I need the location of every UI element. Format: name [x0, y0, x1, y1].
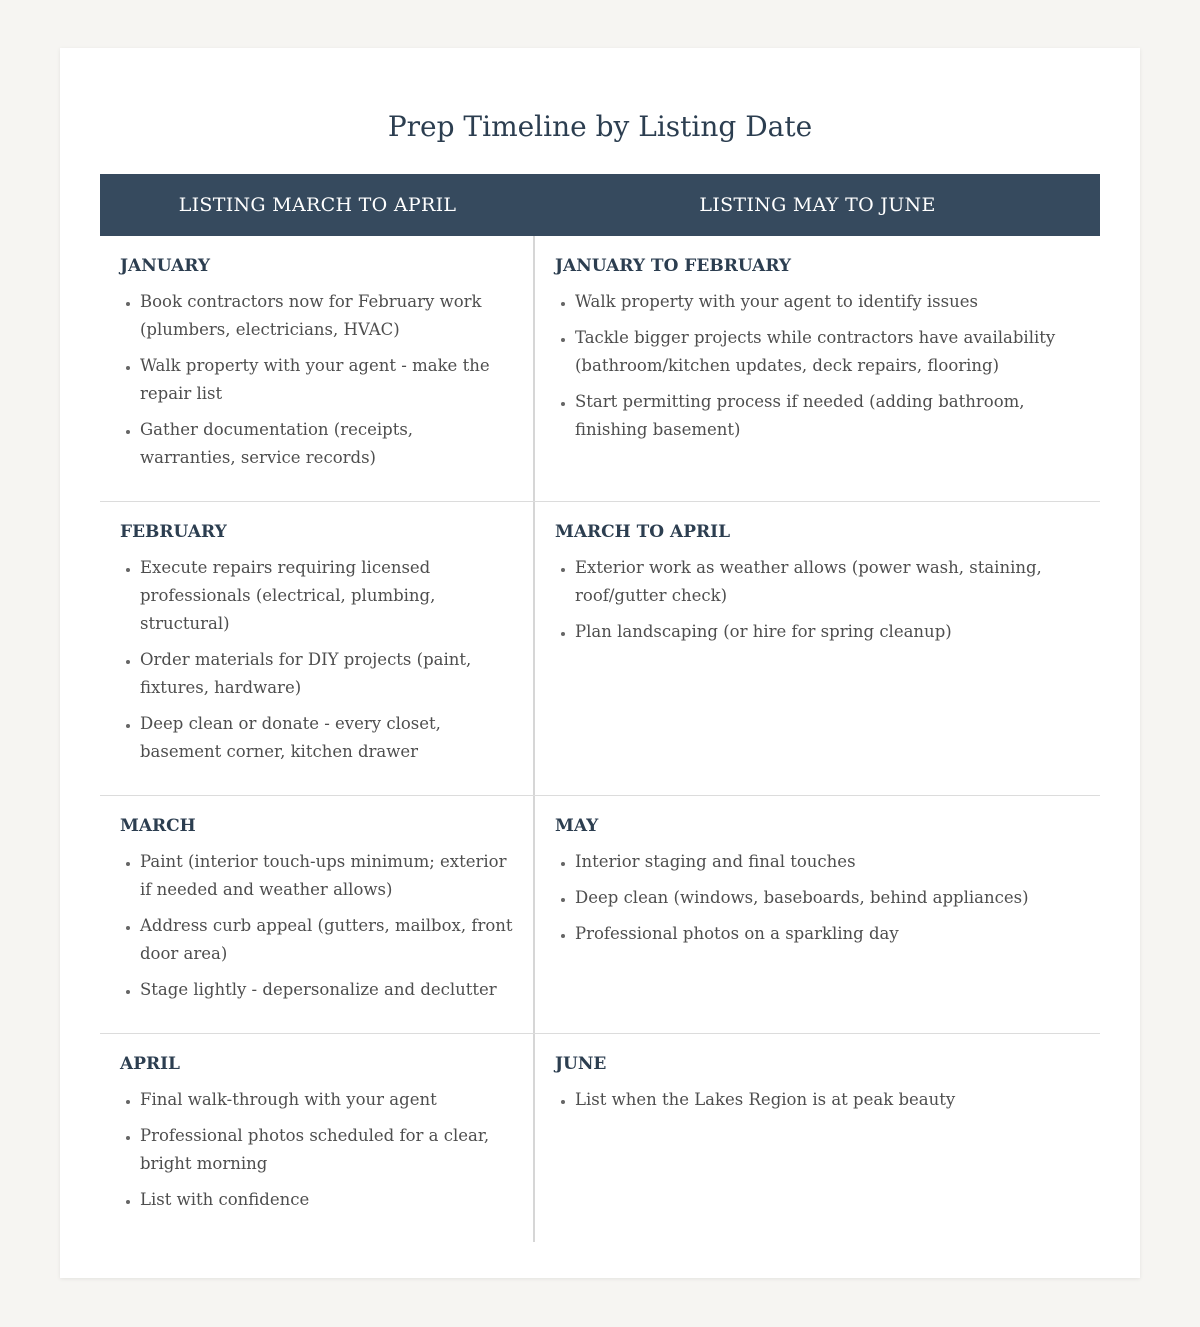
table-row	[100, 796, 1100, 1034]
timeline-cell	[535, 796, 1100, 1033]
table-row	[100, 1034, 1100, 1242]
timeline-cell	[100, 1034, 535, 1242]
timeline-cell	[535, 1034, 1100, 1242]
period-heading: MARCH	[120, 816, 196, 836]
task-item: • Deep clean (windows, baseboards, behind appliances)	[575, 884, 1080, 912]
timeline-cell	[100, 502, 535, 795]
task-item: • Interior staging and final touches	[575, 848, 1080, 876]
task-item: • Address curb appeal (gutters, mailbox, front door area)	[140, 912, 513, 968]
timeline-cell	[535, 236, 1100, 501]
task-item: • Stage lightly - depersonalize and declutter	[140, 976, 513, 1004]
task-item: • Professional photos on a sparkling day	[575, 920, 1080, 948]
period-heading: APRIL	[120, 1054, 181, 1074]
task-item: • Gather documentation (receipts, warranties, service records)	[140, 416, 513, 472]
task-item: • Plan landscaping (or hire for spring cleanup)	[575, 618, 1080, 646]
task-item: • Professional photos scheduled for a clear, bright morning	[140, 1122, 513, 1178]
task-item: • Final walk-through with your agent	[140, 1086, 513, 1114]
timeline-cell	[535, 502, 1100, 795]
page-title: Prep Timeline by Listing Date	[387, 110, 813, 143]
task-item: • Deep clean or donate - every closet, basement corner, kitchen drawer	[140, 710, 513, 766]
column-header-march-april: LISTING MARCH TO APRIL	[178, 194, 457, 216]
task-list	[120, 1086, 513, 1214]
task-list	[555, 1086, 1080, 1114]
period-heading: JANUARY TO FEBRUARY	[555, 256, 792, 276]
task-item: • Order materials for DIY projects (paint, fixtures, hardware)	[140, 646, 513, 702]
timeline-table	[100, 174, 1100, 1242]
period-heading: JANUARY	[120, 256, 211, 276]
task-item: • Execute repairs requiring licensed professionals (electrical, plumbing, structural)	[140, 554, 513, 638]
task-item: • List when the Lakes Region is at peak beauty	[575, 1086, 1080, 1114]
period-heading: FEBRUARY	[120, 522, 227, 542]
task-item: • Paint (interior touch-ups minimum; exterior if needed and weather allows)	[140, 848, 513, 904]
task-item: • Walk property with your agent to identify issues	[575, 288, 1080, 316]
task-item: • Walk property with your agent - make the repair list	[140, 352, 513, 408]
task-item: • List with confidence	[140, 1186, 513, 1214]
period-heading: MARCH TO APRIL	[555, 522, 731, 542]
task-list	[120, 848, 513, 1004]
task-list	[555, 554, 1080, 646]
task-list	[555, 848, 1080, 948]
task-list	[555, 288, 1080, 444]
table-row	[100, 502, 1100, 796]
timeline-card	[60, 48, 1140, 1278]
table-row	[100, 236, 1100, 502]
timeline-cell	[100, 796, 535, 1033]
task-list	[120, 554, 513, 766]
task-item: • Start permitting process if needed (adding bathroom, finishing basement)	[575, 388, 1080, 444]
timeline-cell	[100, 236, 535, 501]
task-item: • Exterior work as weather allows (power wash, staining, roof/gutter check)	[575, 554, 1080, 610]
period-heading: JUNE	[555, 1054, 607, 1074]
task-item: • Tackle bigger projects while contractors have availability (bathroom/kitchen updates, deck repairs, flooring)	[575, 324, 1080, 380]
task-list	[120, 288, 513, 472]
period-heading: MAY	[555, 816, 599, 836]
task-item: • Book contractors now for February work (plumbers, electricians, HVAC)	[140, 288, 513, 344]
table-header	[100, 174, 1100, 236]
column-header-may-june: LISTING MAY TO JUNE	[699, 194, 936, 216]
